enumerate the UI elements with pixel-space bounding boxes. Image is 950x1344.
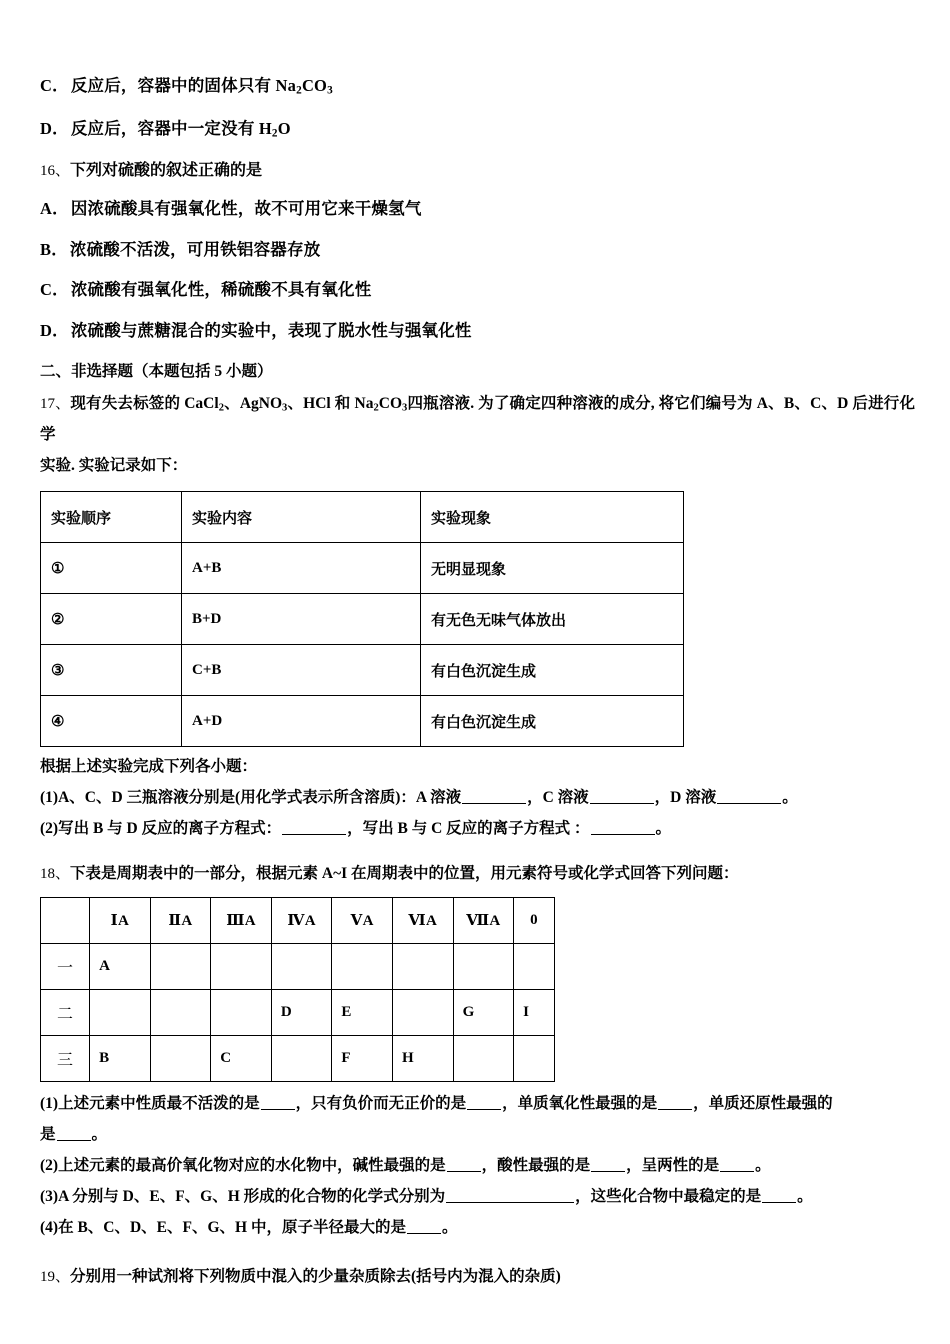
sub-question-text: 。 (782, 789, 798, 807)
experiment-content: B+D (182, 594, 421, 645)
question-18-sub1 (40, 1088, 915, 1119)
experiment-content: A+D (182, 696, 421, 747)
question-17-stem-line2: 实验. 实验记录如下： (40, 457, 188, 475)
section-2-title: 二、非选择题（本题包括 5 小题） (40, 363, 273, 381)
answer-blank[interactable] (467, 1095, 501, 1110)
answer-blank[interactable] (590, 789, 654, 804)
question-16-stem (40, 163, 915, 179)
answer-blank[interactable] (762, 1188, 796, 1203)
answer-blank[interactable] (591, 820, 655, 835)
element-cell: C (211, 1036, 272, 1082)
sub-question-text: (1)A、C、D 三瓶溶液分别是(用化学式表示所含溶质)：A 溶液 (40, 789, 462, 807)
question-text: 分别用一种试剂将下列物质中混入的少量杂质除去(括号内为混入的杂质) (70, 1268, 561, 1286)
answer-blank[interactable] (720, 1157, 754, 1172)
experiment-seq: ③ (41, 645, 182, 696)
period-label: 二 (41, 990, 90, 1036)
table-corner-cell (41, 898, 90, 944)
experiment-phenomenon: 无明显现象 (421, 543, 684, 594)
answer-blank[interactable] (447, 1157, 481, 1172)
question-number: 16、 (40, 163, 71, 180)
sub-question-text: 。 (655, 820, 672, 838)
option-c-q16 (40, 282, 915, 299)
subscript: 2 (271, 127, 278, 140)
element-cell: I (514, 990, 555, 1036)
sub-question-text: (4)在 B、C、D、E、F、G、H 中，原子半径最大的是 (40, 1219, 406, 1237)
period-label: 三 (41, 1036, 90, 1082)
element-cell: A (90, 944, 151, 990)
element-cell (90, 990, 151, 1036)
option-label: D． (40, 320, 69, 340)
question-text: 现有失去标签的 CaCl$_2$、AgNO$_3$、HCl 和 $Na_2CO_3$四瓶溶液. 为了确定四种溶液的成分, 将它们编号为 A、B、C、D 后进行化学 (40, 395, 915, 444)
element-cell (150, 990, 211, 1036)
answer-blank[interactable] (446, 1188, 574, 1203)
table-row (41, 645, 684, 696)
question-18-sub1-cont (40, 1119, 915, 1150)
experiment-phenomenon: 有白色沉淀生成 (421, 645, 684, 696)
sub-question-text: 。 (755, 1157, 771, 1175)
group-header-7a: ⅦA (453, 898, 514, 944)
page-content (40, 78, 915, 1292)
option-d-q16 (40, 320, 915, 340)
option-d-q15 (40, 118, 915, 140)
table-header-row (41, 898, 555, 944)
question-18-sub2 (40, 1150, 915, 1181)
option-a-q16 (40, 201, 915, 218)
option-text: 浓硫酸有强氧化性，稀硫酸不具有氧化性 (70, 280, 372, 300)
element-cell (271, 1036, 332, 1082)
subscript: 2 (373, 402, 379, 414)
element-cell: B (90, 1036, 151, 1082)
question-17-after-table: 根据上述实验完成下列各小题： (40, 758, 258, 776)
table-row (41, 990, 555, 1036)
element-cell (514, 1036, 555, 1082)
subscript: 2 (218, 402, 224, 414)
sub-question-text: (1)上述元素中性质最不活泼的是 (40, 1095, 260, 1113)
question-text: 下表是周期表中的一部分，根据元素 A~I 在周期表中的位置，用元素符号或化学式回答下列问题： (70, 865, 739, 883)
group-header-4a: ⅣA (271, 898, 332, 944)
group-header-0: 0 (514, 898, 555, 944)
table-row (41, 594, 684, 645)
answer-blank[interactable] (591, 1157, 625, 1172)
question-17-sub1 (40, 782, 915, 813)
sub-question-text: ，C 溶液 (527, 789, 589, 807)
option-text: 浓硫酸不活泼，可用铁铝容器存放 (69, 239, 321, 259)
period-label: 一 (41, 944, 90, 990)
option-text: 反应后，容器中的固体只有 $Na_2CO_3$ (70, 76, 333, 97)
element-cell: E (332, 990, 393, 1036)
subscript: 3 (327, 84, 333, 97)
option-label: B． (40, 239, 68, 259)
sub-question-text: 是 (40, 1126, 56, 1144)
element-cell (271, 944, 332, 990)
option-label: C． (40, 76, 69, 95)
question-17-stem (40, 388, 915, 450)
element-cell (211, 944, 272, 990)
element-cell (453, 944, 514, 990)
experiment-seq: ② (41, 594, 182, 645)
table-header-cell: 实验现象 (421, 492, 684, 543)
sub-question-text: 。 (441, 1219, 458, 1237)
answer-blank[interactable] (407, 1219, 441, 1234)
periodic-table-excerpt (40, 897, 555, 1082)
option-label: A． (40, 199, 69, 219)
experiment-content: A+B (182, 543, 421, 594)
answer-blank[interactable] (57, 1126, 91, 1141)
question-number: 18、 (40, 866, 71, 883)
sub-question-text: (2)写出 B 与 D 反应的离子方程式： (40, 820, 282, 838)
answer-blank[interactable] (261, 1095, 295, 1110)
sub-question-text: ，单质还原性最强的 (693, 1095, 833, 1113)
sub-question-text: (2)上述元素的最高价氧化物对应的水化物中，碱性最强的是 (40, 1157, 446, 1175)
element-cell: F (332, 1036, 393, 1082)
element-cell (453, 1036, 514, 1082)
question-number: 17、 (40, 396, 71, 413)
sub-question-text: ，这些化合物中最稳定的是 (575, 1188, 762, 1206)
element-cell (150, 944, 211, 990)
group-header-5a: ⅤA (332, 898, 393, 944)
table-header-cell: 实验内容 (182, 492, 421, 543)
option-b-q16 (40, 239, 915, 259)
sub-question-text: ，只有负价而无正价的是 (295, 1095, 467, 1113)
option-c-q15 (40, 78, 915, 97)
answer-blank[interactable] (462, 789, 526, 804)
table-row (41, 1036, 555, 1082)
element-cell (211, 990, 272, 1036)
element-cell: D (271, 990, 332, 1036)
subscript: 2 (296, 84, 302, 97)
question-number: 19、 (40, 1269, 71, 1286)
question-17-sub2 (40, 813, 915, 844)
question-18-sub4 (40, 1212, 915, 1243)
experiment-seq: ④ (41, 696, 182, 747)
sub-question-text: 。 (797, 1188, 813, 1206)
subscript: 3 (402, 402, 408, 414)
table-header-cell: 实验顺序 (41, 492, 182, 543)
element-cell (514, 944, 555, 990)
element-cell: G (453, 990, 514, 1036)
question-18-stem (40, 858, 915, 889)
element-cell (150, 1036, 211, 1082)
group-header-6a: ⅥA (392, 898, 453, 944)
group-header-3a: ⅢA (211, 898, 272, 944)
subscript: 3 (282, 402, 288, 414)
sub-question-text: ，酸性最强的是 (481, 1157, 591, 1175)
experiment-phenomenon: 有无色无味气体放出 (421, 594, 684, 645)
element-cell (392, 990, 453, 1036)
answer-blank[interactable] (658, 1095, 692, 1110)
group-header-2a: ⅡA (150, 898, 211, 944)
group-header-1a: ⅠA (90, 898, 151, 944)
experiment-seq: ① (41, 543, 182, 594)
answer-blank[interactable] (717, 789, 781, 804)
element-cell: H (392, 1036, 453, 1082)
element-cell (332, 944, 393, 990)
question-19-stem (40, 1261, 915, 1292)
sub-question-text: (3)A 分别与 D、E、F、G、H 形成的化合物的化学式分别为 (40, 1188, 446, 1206)
experiment-content: C+B (182, 645, 421, 696)
option-label: C． (40, 280, 69, 300)
option-text: 因浓硫酸具有强氧化性，故不可用它来干燥氢气 (70, 199, 422, 219)
option-label: D． (40, 118, 69, 138)
experiment-phenomenon: 有白色沉淀生成 (421, 696, 684, 747)
option-text: 反应后，容器中一定没有 $H_2O$ (70, 118, 291, 140)
element-cell (392, 944, 453, 990)
sub-question-text: ，写出 B 与 C 反应的离子方程式 ： (347, 820, 590, 838)
experiment-record-table (40, 491, 684, 747)
sub-question-text: ，呈两性的是 (626, 1157, 720, 1175)
answer-blank[interactable] (282, 820, 346, 835)
option-text: 浓硫酸与蔗糖混合的实验中，表现了脱水性与强氧化性 (70, 320, 472, 340)
sub-question-text: ，单质氧化性最强的是 (502, 1095, 658, 1113)
table-header-row (41, 492, 684, 543)
table-row (41, 944, 555, 990)
question-text: 下列对硫酸的叙述正确的是 (70, 162, 263, 180)
question-18-sub3 (40, 1181, 915, 1212)
sub-question-text: 。 (91, 1126, 108, 1144)
table-row (41, 696, 684, 747)
table-row (41, 543, 684, 594)
sub-question-text: ，D 溶液 (654, 789, 717, 807)
